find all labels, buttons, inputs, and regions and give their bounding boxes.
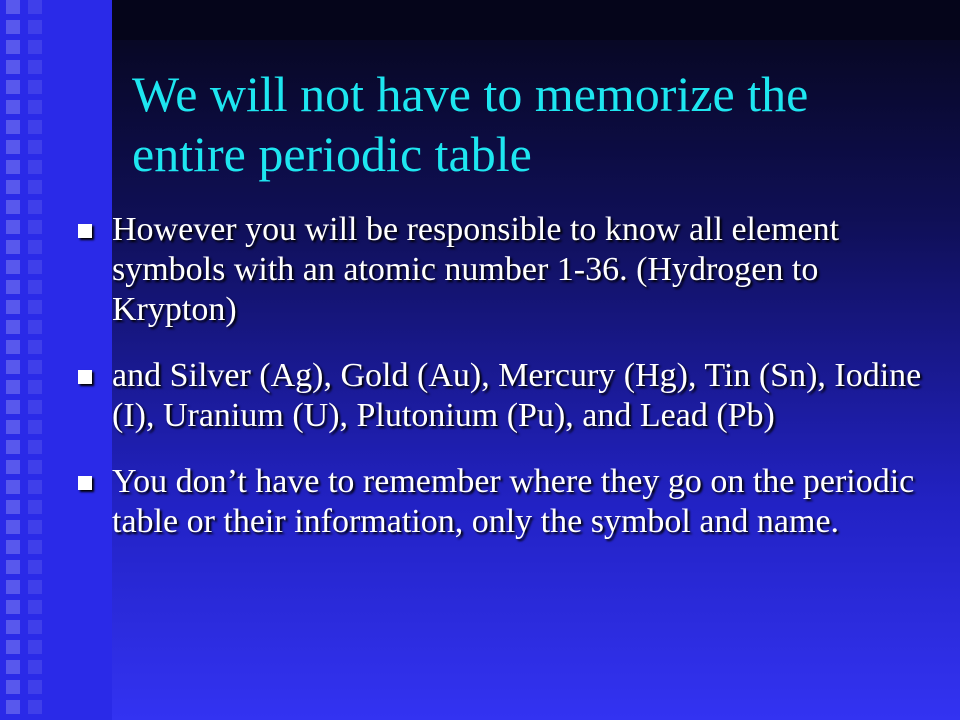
decorative-square xyxy=(6,0,20,14)
decorative-square-column-right xyxy=(28,0,42,720)
bullet-item xyxy=(78,210,938,330)
bullet-text: However you will be responsible to know all element symbols with an atomic number 1-36. (Hydrogen to Krypton) xyxy=(112,211,840,328)
decorative-square xyxy=(6,540,20,554)
decorative-square xyxy=(28,700,42,714)
decorative-square xyxy=(28,260,42,274)
decorative-square xyxy=(28,60,42,74)
decorative-square xyxy=(28,520,42,534)
decorative-square xyxy=(28,680,42,694)
slide-title: We will not have to memorize the entire periodic table xyxy=(132,66,809,182)
decorative-square xyxy=(28,380,42,394)
bullet-text: You don’t have to remember where they go on the periodic table or their information, only the symbol and name. xyxy=(112,463,915,540)
bullet-item xyxy=(78,356,938,436)
decorative-square xyxy=(28,80,42,94)
decorative-square xyxy=(6,440,20,454)
decorative-square xyxy=(6,140,20,154)
bullet-text: and Silver (Ag), Gold (Au), Mercury (Hg), Tin (Sn), Iodine (I), Uranium (U), Plutonium (Pu), and Lead (Pb) xyxy=(112,357,922,434)
decorative-square xyxy=(6,280,20,294)
decorative-square xyxy=(28,100,42,114)
decorative-square xyxy=(6,260,20,274)
square-bullet-icon xyxy=(78,370,92,384)
decorative-square xyxy=(6,640,20,654)
decorative-square xyxy=(6,380,20,394)
decorative-top-strip xyxy=(112,0,960,40)
decorative-square xyxy=(6,620,20,634)
decorative-square xyxy=(28,400,42,414)
decorative-square xyxy=(6,200,20,214)
decorative-square xyxy=(28,640,42,654)
decorative-square xyxy=(28,20,42,34)
decorative-square xyxy=(6,300,20,314)
decorative-square xyxy=(28,620,42,634)
decorative-square xyxy=(6,400,20,414)
decorative-square xyxy=(6,680,20,694)
decorative-square xyxy=(6,340,20,354)
bullet-item xyxy=(78,462,938,542)
decorative-square xyxy=(6,600,20,614)
decorative-square xyxy=(28,280,42,294)
decorative-square xyxy=(28,40,42,54)
decorative-square xyxy=(6,420,20,434)
decorative-square xyxy=(6,180,20,194)
decorative-square xyxy=(28,140,42,154)
decorative-square xyxy=(28,420,42,434)
decorative-square xyxy=(28,320,42,334)
decorative-square xyxy=(6,320,20,334)
decorative-square xyxy=(28,660,42,674)
decorative-square xyxy=(28,440,42,454)
decorative-square xyxy=(6,500,20,514)
decorative-square xyxy=(28,200,42,214)
decorative-square xyxy=(6,100,20,114)
decorative-square xyxy=(6,80,20,94)
square-bullet-icon xyxy=(78,476,92,490)
decorative-square xyxy=(6,360,20,374)
decorative-square xyxy=(6,160,20,174)
decorative-square xyxy=(28,340,42,354)
decorative-square xyxy=(28,220,42,234)
decorative-square xyxy=(28,480,42,494)
decorative-square xyxy=(28,300,42,314)
decorative-square xyxy=(6,20,20,34)
decorative-square xyxy=(28,180,42,194)
decorative-square xyxy=(28,500,42,514)
decorative-square xyxy=(28,160,42,174)
decorative-square xyxy=(28,600,42,614)
decorative-square xyxy=(6,560,20,574)
decorative-square xyxy=(28,240,42,254)
decorative-square xyxy=(28,360,42,374)
decorative-square xyxy=(6,480,20,494)
decorative-square xyxy=(28,460,42,474)
decorative-square xyxy=(6,120,20,134)
decorative-square xyxy=(6,240,20,254)
decorative-square xyxy=(6,60,20,74)
decorative-square xyxy=(28,0,42,14)
decorative-square xyxy=(28,560,42,574)
decorative-square xyxy=(6,40,20,54)
decorative-square xyxy=(6,660,20,674)
decorative-square xyxy=(6,520,20,534)
square-bullet-icon xyxy=(78,224,92,238)
decorative-square xyxy=(6,220,20,234)
decorative-square-column-left xyxy=(6,0,20,720)
decorative-square xyxy=(28,580,42,594)
decorative-square xyxy=(28,540,42,554)
decorative-square xyxy=(6,700,20,714)
decorative-square xyxy=(6,460,20,474)
decorative-square xyxy=(6,580,20,594)
decorative-square xyxy=(28,120,42,134)
bullet-list xyxy=(78,210,938,568)
